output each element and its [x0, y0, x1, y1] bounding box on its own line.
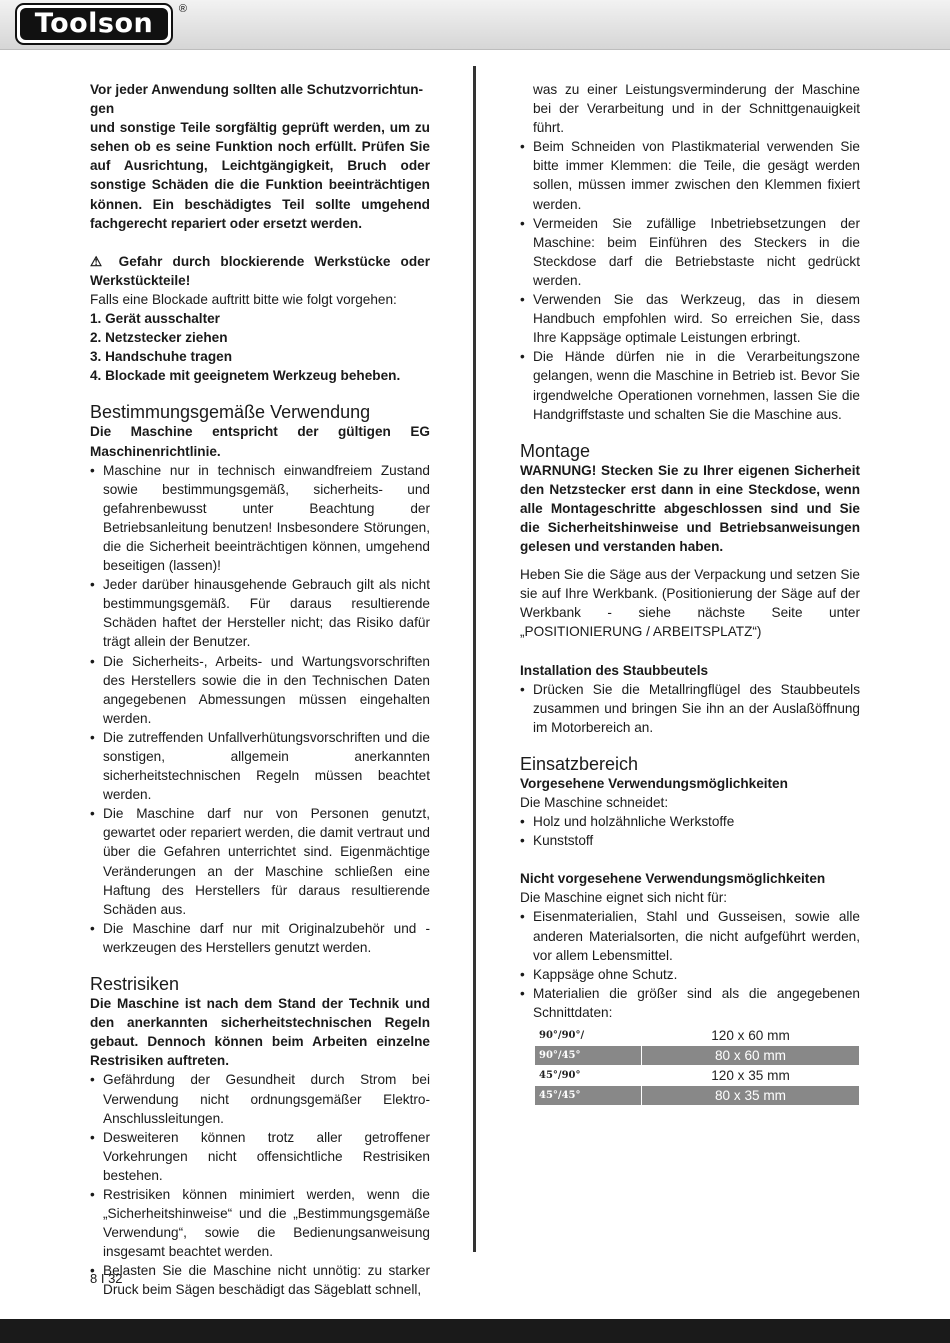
left-column — [90, 80, 430, 1300]
not-intended-text: Die Maschine eignet sich nicht für: — [520, 890, 728, 906]
page-number: 8 I 32 — [90, 1271, 123, 1286]
list-item: • Eisenmaterialien, Stahl und Gusseisen, sowie alle anderen Materialsorten, die nicht aufgeführt werden, vor allem Lebensmittel. — [520, 907, 860, 964]
list-item: • Holz und holzähnliche Werkstoffe — [520, 812, 860, 831]
einsatz-title: Einsatzbereich — [520, 753, 639, 774]
step-item: 3. Handschuhe tragen — [90, 349, 233, 365]
list-item: • Belasten Sie die Maschine nicht unnötig: zu starker Druck beim Sägen beschädigt das Sägeblatt schnell, — [90, 1261, 430, 1299]
cutting-data-table — [534, 1025, 860, 1106]
intro-paragraph: und sonstige Teile sorgfältig geprüft werden, um zu sehen ob es seine Funktion noch erfüllt. Prüfen Sie auf Ausrichtung, Leichtgängigkeit, Bruch oder sonstige Schäden die die Funktion beeinträchtigen können. Ein beschädigtes Teil sollte umgehend fachgerecht repariert oder ersetzt werden. — [90, 120, 430, 231]
dimension-cell: 120 x 60 mm — [642, 1026, 860, 1046]
list-item: • Jeder darüber hinausgehende Gebrauch gilt als nicht bestimmungsgemäß. Für daraus resultierende Schäden haftet der Hersteller nicht; das Risiko dafür trägt allein der Benutzer. — [90, 575, 430, 651]
intro-line-1: Vor jeder Anwendung sollten alle Schutzvorrichtun- — [90, 82, 424, 97]
page-header — [0, 0, 950, 50]
list-item: • Die Maschine darf nur mit Originalzubehör und -werkzeugen des Herstellers genutzt werden. — [90, 919, 430, 957]
list-item: • Die Sicherheits-, Arbeits- und Wartungsvorschriften des Herstellers sowie die in den Technischen Daten angegebenen Abmessungen müssen eingehalten werden. — [90, 652, 430, 728]
not-intended-subtitle: Nicht vorgesehene Verwendungsmöglichkeiten — [520, 871, 826, 887]
use-intro: Die Maschine entspricht der gültigen EG Maschinenrichtlinie. — [90, 424, 430, 459]
intended-use-subtitle: Vorgesehene Verwendungsmöglichkeiten — [520, 775, 788, 791]
angle-cell: 45°/45° — [535, 1086, 642, 1106]
list-item: • Maschine nur in technisch einwandfreiem Zustand sowie bestimmungsgemäß, sicherheits- und gefahrenbewusst unter Beachtung der Betriebsanleitung benutzen! Insbesondere Störungen, die die Sicherheit beeinträchtigen können, umgehend beseitigen (lassen)! — [90, 461, 430, 576]
list-item: • Gefährdung der Gesundheit durch Strom bei Verwendung nicht ordnungsgemäßer Elektro-Anschlussleitungen. — [90, 1070, 430, 1127]
step-item: 1. Gerät ausschalter — [90, 311, 220, 327]
angle-cell: 45°/90° — [535, 1066, 642, 1086]
blockade-steps — [90, 309, 430, 385]
dimension-cell: 80 x 35 mm — [642, 1086, 860, 1106]
logo-text: Toolson — [20, 8, 168, 40]
step-item: 4. Blockade mit geeignetem Werkzeug beheben. — [90, 368, 401, 384]
dust-bag-list — [520, 680, 860, 737]
risk-title: Restrisiken — [90, 974, 180, 995]
list-item: • Drücken Sie die Metallringflügel des Staubbeutels zusammen und bringen Sie ihn an der Auslaßöffnung im Motorbereich an. — [520, 680, 860, 737]
table-row — [535, 1086, 860, 1106]
registered-mark: ® — [178, 3, 187, 15]
right-column — [520, 80, 860, 1106]
table-row — [535, 1046, 860, 1066]
list-item: • Kunststoff — [520, 831, 860, 850]
montage-title: Montage — [520, 440, 591, 461]
angle-cell: 90°/45° — [535, 1046, 642, 1066]
toolson-logo — [15, 3, 187, 45]
list-item: • Kappsäge ohne Schutz. — [520, 965, 860, 984]
continued-text: was zu einer Leistungsverminderung der Maschine bei der Verarbeitung und in der Schnittgenauigkeit führt. — [533, 82, 860, 136]
use-title: Bestimmungsgemäße Verwendung — [90, 402, 371, 423]
montage-warning: WARNUNG! Stecken Sie zu Ihrer eigenen Sicherheit den Netzstecker erst dann in eine Steckdose, wenn alle Montageschritte abgeschlossen sind und Sie die Sicherheitshinweise und Betriebsanweisungen gelesen und verstanden haben. — [520, 462, 860, 555]
risk-list — [90, 1070, 430, 1299]
list-item: • Materialien die größer sind als die angegebenen Schnittdaten: — [520, 984, 860, 1022]
list-item: • Die Maschine darf nur von Personen genutzt, gewartet oder repariert werden, die damit vertraut und über die Gefahren unterrichtet sind. Eigenmächtige Veränderungen an der Maschine schließen eine Haftung des Herstellers für daraus resultierende Schäden aus. — [90, 804, 430, 919]
list-item: • Beim Schneiden von Plastikmaterial verwenden Sie bitte immer Klemmen: die Teile, die gesägt werden sollen, müssen immer zwischen den Klemmen fixiert werden. — [520, 137, 860, 213]
dimension-cell: 120 x 35 mm — [642, 1066, 860, 1086]
danger-text: Falls eine Blockade auftritt bitte wie folgt vorgehen: — [90, 291, 397, 307]
list-item: • Desweiteren können trotz aller getroffener Vorkehrungen nicht offensichtliche Restrisiken bestehen. — [90, 1128, 430, 1185]
list-item: • Die zutreffenden Unfallverhütungsvorschriften und die sonstigen, allgemein anerkannten sicherheitstechnischen Regeln müssen beachtet werden. — [90, 728, 430, 804]
step-item: 2. Netzstecker ziehen — [90, 330, 228, 346]
use-list — [90, 461, 430, 957]
page-footer-bar — [0, 1319, 950, 1343]
risk-intro: Die Maschine ist nach dem Stand der Technik und den anerkannten sicherheitstechnischen Regeln gebaut. Dennoch können beim Arbeiten einzelne Restrisiken auftreten. — [90, 996, 430, 1069]
table-row — [535, 1066, 860, 1086]
montage-text: Heben Sie die Säge aus der Verpackung und setzen Sie sie auf Ihre Werkbank. (Positionierung der Säge auf der Werkbank - siehe nächste Seite unter „POSITIONIERUNG / ARBEITSPLATZ“) — [520, 567, 860, 640]
list-item: • Verwenden Sie das Werkzeug, das in diesem Handbuch empfohlen wird. So erreichen Sie, dass Ihre Kappsäge optimale Leistungen erbringt. — [520, 290, 860, 347]
danger-title: ⚠ Gefahr durch blockierende Werkstücke oder Werkstückteile! — [90, 253, 430, 288]
list-item: • Die Hände dürfen nie in die Verarbeitungszone gelangen, wenn die Maschine in Betrieb ist. Bevor Sie irgendwelche Operationen vornehmen, lassen Sie die Handgriffstaste und schalten Sie die Maschine aus. — [520, 347, 860, 423]
intended-use-list — [520, 812, 860, 850]
list-item: • Restrisiken können minimiert werden, wenn die „Sicherheitshinweise“ und die „Bestimmungsgemäße Verwendung“, sowie die Bedienungsanweisung insgesamt beachtet werden. — [90, 1185, 430, 1261]
table-row — [535, 1026, 860, 1046]
continued-list — [520, 137, 860, 423]
intended-use-text: Die Maschine schneidet: — [520, 795, 669, 810]
list-item: • Vermeiden Sie zufällige Inbetriebsetzungen der Maschine: beim Einführen des Steckers in die Steckdose darf die Betriebstaste nicht gedrückt werden. — [520, 214, 860, 290]
not-intended-list — [520, 907, 860, 1022]
angle-cell: 90°/90°/ — [535, 1026, 642, 1046]
intro-line-2: gen — [90, 101, 115, 117]
dimension-cell: 80 x 60 mm — [642, 1046, 860, 1066]
column-divider — [473, 66, 476, 1252]
dust-bag-title: Installation des Staubbeutels — [520, 662, 709, 678]
